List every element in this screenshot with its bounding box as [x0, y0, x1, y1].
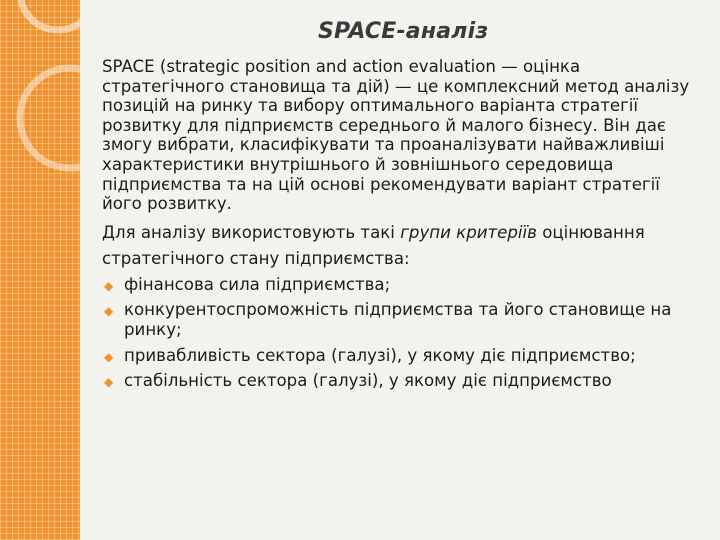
slide-title: SPACE-аналіз — [318, 19, 489, 44]
criteria-emphasis: групи критеріїв — [400, 222, 537, 242]
criteria-list — [102, 275, 702, 391]
list-item — [102, 300, 702, 339]
list-item-text: фінансова сила підприємства; — [124, 274, 391, 294]
diamond-bullet-icon: ◆ — [104, 304, 114, 319]
list-item — [102, 346, 702, 366]
decorative-arcs — [0, 0, 80, 540]
criteria-text-start: Для аналізу використовують такі — [102, 222, 401, 242]
criteria-text-end: оцінювання стратегічного стану підприємства: — [102, 222, 645, 268]
diamond-bullet-icon: ◆ — [104, 278, 114, 293]
diamond-bullet-icon: ◆ — [104, 375, 114, 390]
list-item-text: конкурентоспроможність підприємства та його становище на ринку; — [124, 300, 672, 339]
list-item-text: стабільність сектора (галузі), у якому діє підприємство — [124, 371, 612, 391]
decorative-side-stripe — [0, 0, 80, 540]
list-item — [102, 371, 702, 391]
diamond-bullet-icon: ◆ — [104, 349, 114, 364]
criteria-paragraph — [102, 220, 702, 272]
list-item-text: привабливість сектора (галузі), у якому діє підприємство; — [124, 345, 636, 365]
intro-paragraph: SPACE (strategic position and action evaluation — оцінка стратегічного становища та дій) — це комплексний метод аналізу позицій на ринку та вибору оптимального варіанта стратегії розвитку для підприємств середнього й малого бізнесу. Він дає змогу вибрати, класифікувати та проаналізувати найважливіші характеристики внутрішнього й зовнішнього середовища підприємства та на цій основі рекомендувати варіант стратегії його розвитку. — [102, 57, 690, 214]
list-item — [102, 275, 702, 295]
slide-body — [102, 57, 702, 391]
